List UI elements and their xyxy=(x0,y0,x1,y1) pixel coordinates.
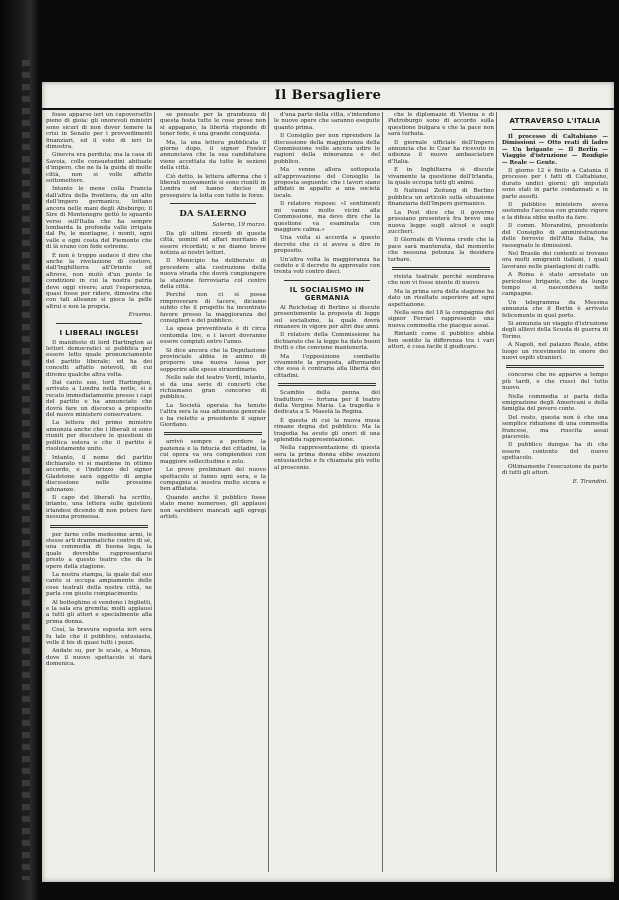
paragraph: fosse apparso ieri un capoversetto pieno di gioia: gli onorevoli ministri sono sicuri di non dover temere la crisi in Senato per i provvedimenti finanziari, ed il voto di ieri lo dimostra. xyxy=(46,112,152,151)
divider xyxy=(506,365,604,368)
paragraph: Un telegramma da Messina annunzia che il Berlin è arrivato felicemente in quel porto. xyxy=(502,299,608,319)
paragraph: La nostra stampa, la quale dal suo canto si occupa ampiamente delle cose teatrali della nostra città, ne parla con giusto compiacimento. xyxy=(46,572,152,598)
divider xyxy=(512,129,598,130)
paragraph: Le prove preliminari del nuovo spettacolo si fanno ogni sera, e la compagnia si mostra molto sicura e ben affiatata. xyxy=(160,467,266,493)
paragraph: La Post dice che il governo prussiano presenterà fra breve una nuova legge sugli alcool e sugli zuccheri. xyxy=(388,209,494,235)
paragraph: d'una parte della città, s'intendono le nuove opere che saranno eseguite quanto prima. xyxy=(274,112,380,131)
paragraph: Cosí, la bravura esposta ieri sera fu tale che il pubblico, entusiasta, volle il bis di quasi tutti i pezzi. xyxy=(46,627,152,647)
paragraph: Scambio della penna del traduttore — fortuna per il teatro della Vergine Maria. La tragedia è dedicata a S. Maestà la Regina. xyxy=(274,390,380,416)
newspaper-page xyxy=(42,82,614,882)
paragraph: È questa di cui la nuova musa rimane degna del pubblico. Ma la tragedia ha avuto gli onori di una splendida rappresentazione. xyxy=(274,417,380,444)
paragraph: Si dice ancora che la Deputazione provinciale abbia in animo di proporre una nuova tassa per sopperire alle spese straordinarie. xyxy=(160,347,266,373)
signature: Erasmo. xyxy=(128,312,152,319)
divider xyxy=(278,383,376,386)
paragraph: Ottimamente l'esecuzione da parte di tutti gli attori. xyxy=(502,463,608,477)
paragraph: rivista teatrale perché sembrava che non vi fosse niente di nuovo. xyxy=(388,273,494,287)
paragraph: Rintanti come il pubblico abbia ben sentito la differenza tra i vari attori, è cosa facile il giudicare. xyxy=(388,331,494,350)
paragraph: Al Reichstag di Berlino si discute presentemente la proposta di legge sul socialismo, la quale dovrà rimanere in vigore per altri due anni. xyxy=(274,304,380,330)
paragraph: E in Inghilterra si discute vivamente la questione dell'Irlanda, la quale occupa tutti gli animi. xyxy=(388,167,494,187)
paragraph: Quando anche il pubblico fosse stato meno numeroso, gli applausi non sarebbero mancati agli egregi artisti. xyxy=(160,494,266,520)
paragraph: Nella commedia si parla della emigrazione degli Americani e della famiglia del povero conte. xyxy=(502,393,608,413)
paragraph: Nella rappresentazione di questa sera la prima donna ebbe ovazioni entusiastiche e fu chiamata più volte al proscenio. xyxy=(274,445,380,471)
paragraph: arrivò sempre a perdere la pazienza e la fiducia dei cittadini, la cui opera va ora compiendosi con maggiore sollecitudine e zelo. xyxy=(160,439,266,465)
paragraph: Una volta si accorda a questo decreto che ci si aveva a dire in proposito. xyxy=(274,235,380,255)
paragraph: Si annunzia un viaggio d'istruzione degli allievi della Scuola di guerra di Torino. xyxy=(502,320,608,340)
paragraph: E non è troppo audace il dire che anche la rivelazione di costoro, dall'Inghilterra all'Oriente ed altrove, non mutò d'un punto le condizioni in cui la nostra patria deve oggi vivere; anzi l'esperienza, quasi fosse per ridere, dimostra che con tali alleanze si gioca la pelle altrui e non la propria. xyxy=(46,252,152,310)
paragraph: Il giorno 12 è finito a Catania il processo per i fatti di Caltabiano, durato undici giorni; gli imputati sono stati in parte condannati e in parte assolti. xyxy=(502,168,608,200)
paragraph: A Roma è stato arrestato un pericoloso brigante, che da lungo tempo si nascondeva nelle campagne. xyxy=(502,272,608,298)
paragraph: per farne colle medesime armi, le stesse arti drammatiche contro di sè, una commedia di buona lega, la quale dovrebbe rappresentarsi presto a questo teatro che dà le opere della stagione. xyxy=(46,531,152,570)
paragraph: Intanto le mene colla Francia dall'altra della frontiera, da un alto dell'impero germanico, lottano ancora nelle mani degli Absburgo; il Sire di Montenegro gettò lo sguardo verso sull'Italia che ha sempre lombarda la profonda valle irrigata dal Po, le montagne, i monti, ogni valle e ogni costa del Piemonte che di là erano con fede estreme. xyxy=(46,186,152,251)
paragraph: Il pubblico ministero aveva sostenuto l'accusa con grande vigore e la difesa ebbe molto da fare. xyxy=(502,202,608,221)
section-title: ATTRAVERSO L'ITALIA xyxy=(509,117,601,125)
column-rule xyxy=(154,112,155,872)
paragraph: Intanto, il nome del partito dichiarato vi si mantiene in ottimo accordo, e l'indirizzo del signor Gladstone sarà oggetto di ampia discussione nelle prossime adunanze. xyxy=(46,454,152,493)
paragraph: Il comm. Morandini, presidente del Consiglio di amministrazione delle ferrovie dell'Alta Italia, ha rassegnato le dimissioni. xyxy=(502,223,608,249)
section-summary: Il processo di Caltabiano — Dimissioni — Otto reati di ladro — Un brigante — Il Berlin — Viaggio d'istruzione — Ronfigio — Reale — Gente. xyxy=(502,134,608,166)
paragraph: Il manifesto di lord Hartington ai lettori democratici si pubblica per essere letto quale pronunciamento del partito liberale; ed ha dei concetti affatto notevoli, di cui diremo qualche altra volta. xyxy=(46,339,152,378)
column-3 xyxy=(274,112,380,872)
paragraph: Il Consiglio per non riprendere la discussione della maggioranza della Commissione volle ancora udire le ragioni della minoranza e del pubblico. xyxy=(274,133,380,165)
paragraph: Il Municipio ha deliberato di procedere alla costruzione della nuova strada che dovrà congiungere la stazione ferroviaria col centro della città. xyxy=(160,258,266,290)
paragraph: La Società operaia ha tenuto l'altra sera la sua adunanza generale e ha rieletto a presidente il signor Giordano. xyxy=(160,402,266,429)
paragraph: Il capo dei liberali ha scritto, intanto, una lettera sulle quistioni irlandesi dicendo di non potere fare nessuna promessa. xyxy=(46,494,152,521)
column-2 xyxy=(160,112,266,872)
paragraph: Il pubblico dunque ha di che essere contento del nuovo spettacolo. xyxy=(502,442,608,462)
column-rule xyxy=(268,112,269,872)
paragraph: Al botteghino si vendono i biglietti, e la sala era gremita; molti applausi a tutti gli attori e specialmente alla prima donna. xyxy=(46,599,152,625)
column-rule xyxy=(382,112,383,872)
paragraph: A Napoli, nel palazzo Reale, ebbe luogo un ricevimento in onore dei nuovi ospiti stranieri. xyxy=(502,342,608,361)
dateline: Salerno, 19 marzo. xyxy=(212,222,266,229)
divider xyxy=(170,203,256,204)
paragraph: Dal canto suo, lord Hartington, arrivato a Londra nella notte, si è recato immediatamente presso i capi del partito e ha annunciato che dovrà fare un discorso a proposito del nuovo ministero conservatore. xyxy=(46,380,152,419)
paragraph: Un'altra volta la maggioranza ha ceduto e il decreto fu approvato con trenta voti contro dieci. xyxy=(274,256,380,276)
paragraph: se pensate per la grandezza di questa festa tutte le cose prese non si appagano, la libertà risponde di tener fede, è una grande conquista. xyxy=(160,112,266,138)
column-4 xyxy=(388,112,494,872)
column-1 xyxy=(46,112,152,872)
paragraph: Da gli ultimi ricordi di questa città, uomini ed affari meritano di essere ricordati; e ne diamo breve notizia ai nostri lettori. xyxy=(160,230,266,256)
divider xyxy=(164,432,262,435)
paragraph: Del resto, questa non è che una semplice riduzione di una commedia francese, ma riuscita assai piacevole. xyxy=(502,414,608,441)
paragraph: Il relatore rispose: «I sentimenti mi vanno molto vicini alla Commissione, ma devo dire che la questione va esaminata con maggiore calma.» xyxy=(274,201,380,233)
paragraph: Nelle sale del teatro Verdi, intanto, si dà una serie di concerti che richiamano gran concorso di pubblico. xyxy=(160,375,266,401)
binding-strip xyxy=(22,60,30,880)
paragraph: La spesa preventivata è di circa centomila lire, e i lavori dovranno essere compiuti entro l'anno. xyxy=(160,326,266,346)
signature: E. Tirandini. xyxy=(572,478,608,485)
divider xyxy=(284,280,370,281)
section-title: IL SOCIALISMO IN GERMANIA xyxy=(289,285,365,302)
paragraph: Andate su, per le scale, a Monza, dove il nuovo spettacolo si darà domenica. xyxy=(46,648,152,668)
paragraph: La lettera del primo ministro annunzia anche che i liberali si sono riuniti per discutere le questioni di politica estera e che il partito è risolutamente unito. xyxy=(46,420,152,453)
divider xyxy=(392,267,490,270)
page-header xyxy=(42,82,614,110)
paragraph: Il giornale ufficiale dell'Impero annuncia che lo Czar ha ricevuto in udienza il nuovo ambasciatore d'Italia. xyxy=(388,139,494,165)
paragraph: Ma, la una lettera pubblicata il giorno dopo, il signor Fowler annunciava che la sua candidatura viene accettata da tutte le sezioni della città. xyxy=(160,139,266,172)
paragraph: Il National Zeitung di Berlino pubblica un articolo sulla situazione finanziaria dell'Impero germanico. xyxy=(388,188,494,208)
paragraph: Il Giornale di Vienna crede che la pace sarà mantenuta, dal momento che nessuna potenza la desidera turbare. xyxy=(388,237,494,263)
divider xyxy=(50,525,148,528)
paragraph: Ginevra era perduta; ma la casa di Savoia, colle consuetudini abituate d'impero, che ne fa la guida di molte città, non si volle affatto sottomettere. xyxy=(46,152,152,185)
paragraph: Ma la prima sera della stagione ha dato un risultato superiore ad ogni aspettazione. xyxy=(388,288,494,308)
section-title: DA SALERNO xyxy=(179,209,247,220)
paragraph: Ma l'opposizione combatte vivamente la proposta, affermando che essa è contraria alla libertà dei cittadini. xyxy=(274,353,380,379)
column-rule xyxy=(496,112,497,872)
paragraph: che le diplomazie di Vienna e di Pietroburgo sono di accordo sulla questione bulgara e che la pace non sarà turbata. xyxy=(388,112,494,138)
column-5 xyxy=(502,112,608,872)
masthead: Il Bersagliere xyxy=(274,88,382,103)
paragraph: Il relatore della Commissione ha dichiarato che la legge ha dato buoni frutti e che conviene mantenerla. xyxy=(274,332,380,352)
paragraph: Nel Brasile dei contenti si trovano ora molti emigranti italiani, i quali lavorano nelle piantagioni di caffè. xyxy=(502,250,608,270)
paragraph: Perché non ci si possa rimproverare di tacere, diciamo subito che il progetto ha incontrato favore presso la maggioranza dei consiglieri e del pubblico. xyxy=(160,292,266,324)
paragraph: Ciò detto, la lettera afferma che i liberali nuovamente si sono riuniti in Londra ed hanno deciso di proseguire la lotta con tutte le forze. xyxy=(160,173,266,199)
divider xyxy=(56,323,142,324)
scan-left-edge xyxy=(0,0,38,900)
paragraph: Ma venne allora sottoposta all'approvazione del Consiglio la proposta seguente: che i lavori siano affidati in appalto a una società locale. xyxy=(274,167,380,199)
section-title: I LIBERALI INGLESI xyxy=(59,328,139,337)
paragraph: concorso che ne apparve a tempo più tardi, e che riuscì del tutto nuovo. xyxy=(502,372,608,392)
paragraph: Nella sera del 18 la compagnia del signor Ferrari rappresentò una nuova commedia che piacque assai. xyxy=(388,309,494,329)
